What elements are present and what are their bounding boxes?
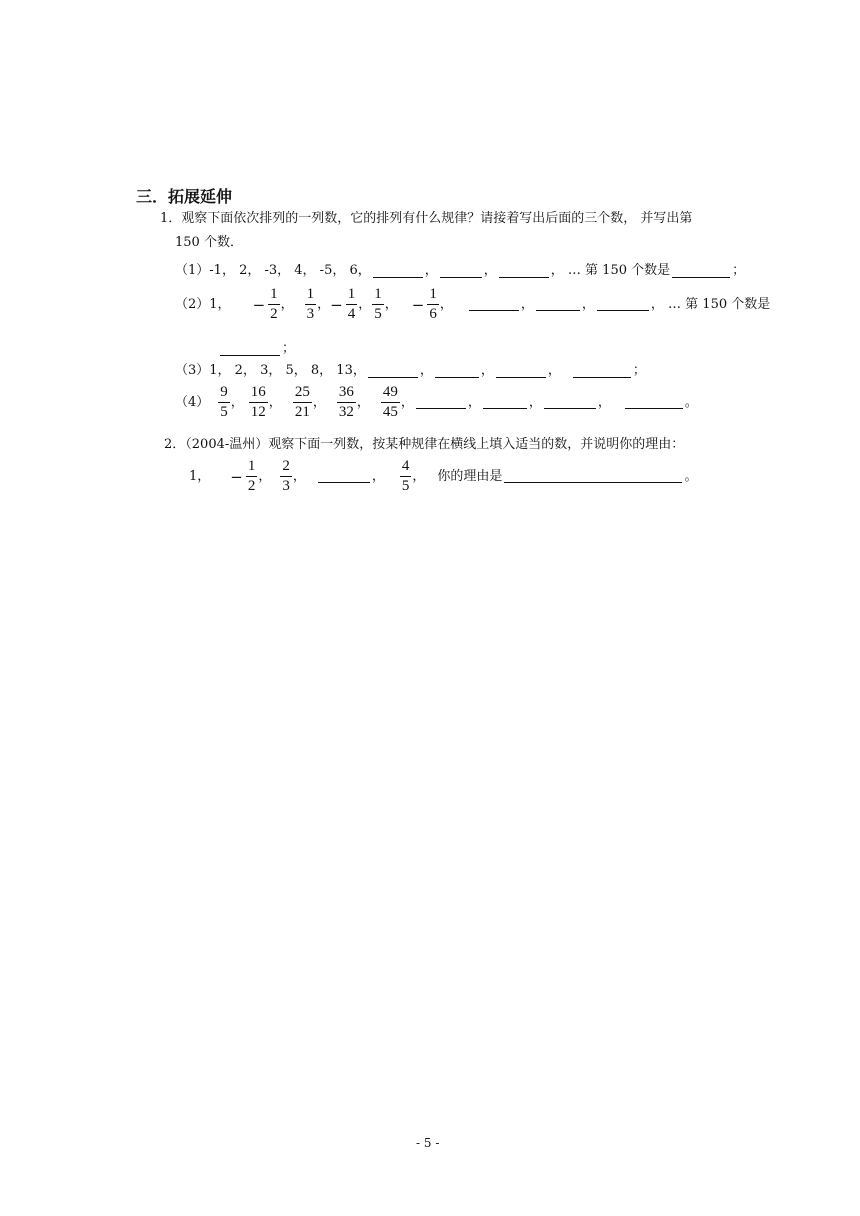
answer-blank[interactable] (440, 265, 482, 278)
q1-part3: （3） 1， 2， 3， 5， 8， 13， ， ， ， ； (175, 363, 646, 378)
part4-label: （4） (175, 394, 210, 410)
fraction-term: $\frac{9}{5}$ (220, 384, 228, 420)
q1-text-line1: 1．观察下面依次排列的一列数，它的排列有什么规律？请接着写出后面的三个数， 并写出第 (160, 211, 693, 226)
part3-sequence: 1， 2， 3， 5， 8， 13， (209, 363, 366, 378)
q2-sequence: 1， − $\frac{1}{2}$ ， $\frac{2}{3}$ ， ， $\frac{4}{5}$ ， 你的理由是 。 (189, 458, 698, 494)
fraction-term: − $\frac{1}{6}$ (411, 286, 437, 322)
q1-part1 (175, 262, 745, 280)
part3-label: （3） (175, 363, 210, 378)
answer-blank[interactable] (435, 365, 479, 378)
fraction-term: $\frac{49}{45}$ (382, 384, 398, 420)
q1-text-line2: 150 个数． (175, 235, 243, 250)
part2-first-term: 1， (209, 296, 231, 312)
q1-part4: （4） $\frac{9}{5}$ ， $\frac{16}{12}$ ， $\frac{25}{21}$ ， $\frac{36}{32}$ ， $\frac{49}{45}$ ， ， ， ， 。 (175, 384, 698, 420)
fraction-term: − $\frac{1}{4}$ (330, 286, 356, 322)
fraction-term: − $\frac{1}{2}$ (230, 458, 256, 494)
answer-blank[interactable] (597, 298, 649, 311)
answer-blank[interactable] (536, 298, 580, 311)
fraction-term: − $\frac{1}{2}$ (252, 286, 278, 322)
part1-sequence: -1， 2， -3， 4， -5， 6， (209, 263, 371, 278)
page-number: - 5 - (416, 1136, 440, 1150)
answer-blank[interactable] (416, 396, 466, 409)
q2-first-term: 1， (189, 468, 211, 484)
answer-blank[interactable] (625, 396, 683, 409)
fraction-term: $\frac{4}{5}$ (401, 458, 410, 494)
answer-blank[interactable] (469, 298, 519, 311)
separator: ， (424, 263, 438, 278)
part1-label: （1） (175, 263, 210, 278)
part2-label: （2） (175, 296, 210, 312)
answer-blank[interactable] (318, 470, 370, 483)
q2-reason-label: 你的理由是 (437, 468, 503, 484)
part1-ellipsis-text: ， … 第 150 个数是 (550, 263, 671, 278)
fraction-term: $\frac{16}{12}$ (250, 384, 266, 420)
fraction-term: $\frac{1}{3}$ (306, 286, 315, 322)
answer-blank-150th[interactable] (220, 343, 280, 356)
punctuation: ； (732, 263, 746, 278)
q1-part2: （2） 1， − $\frac{1}{2}$ ， $\frac{1}{3}$ ， − $\frac{1}{4}$ ， $\frac{1}{5}$ ， − $\frac{1}{6}$ ， ， ， ， … 第 150 个数是 (175, 286, 771, 322)
reason-blank[interactable] (504, 470, 682, 483)
answer-blank[interactable] (373, 265, 423, 278)
fraction-term: $\frac{25}{21}$ (294, 384, 310, 420)
separator: ， (483, 263, 497, 278)
section-title: 三．拓展延伸 (136, 187, 233, 206)
fraction-term: $\frac{2}{3}$ (282, 458, 290, 494)
fraction-term: $\frac{36}{32}$ (338, 384, 354, 420)
answer-blank-150th[interactable] (672, 265, 730, 278)
answer-blank[interactable] (544, 396, 596, 409)
fraction-term: $\frac{1}{5}$ (374, 286, 382, 322)
q2-text: 2．（2004-温州）观察下面一列数，按某种规律在横线上填入适当的数，并说明你的理由： (164, 437, 685, 452)
q1-part2-continuation: ； (218, 340, 295, 358)
part2-ellipsis-text: ， … 第 150 个数是 (650, 296, 771, 312)
answer-blank[interactable] (499, 265, 549, 278)
answer-blank[interactable] (496, 365, 546, 378)
answer-blank[interactable] (368, 365, 418, 378)
answer-blank[interactable] (573, 365, 631, 378)
answer-blank[interactable] (483, 396, 527, 409)
